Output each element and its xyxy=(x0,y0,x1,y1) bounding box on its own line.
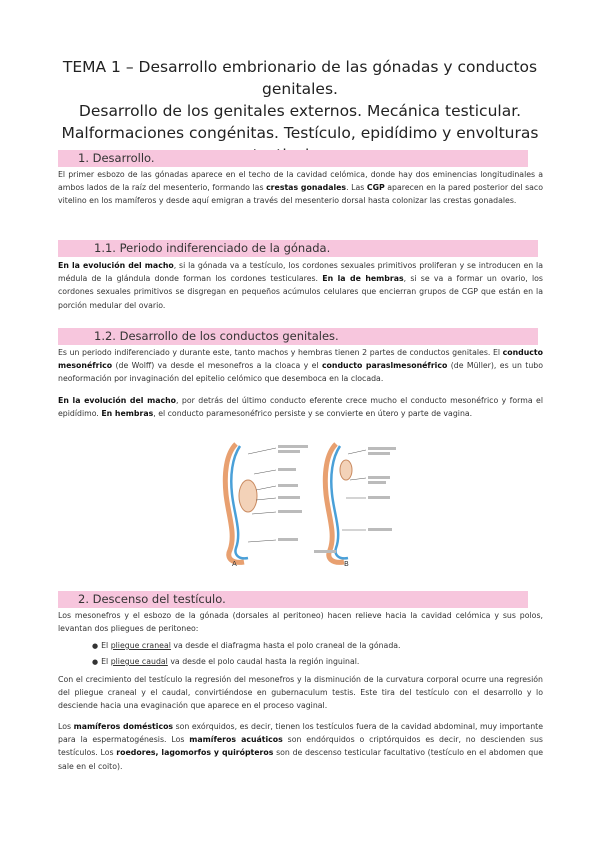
text-run: son de descenso testicular facultativo (testículo en el abdomen que sale en el coito). xyxy=(58,748,543,771)
section-1-1-paragraph xyxy=(58,259,543,312)
text-run: , por detrás del último conducto eferente crece mucho el conducto mesonéfrico y forma el epidídimo. xyxy=(58,396,543,419)
term-conducto-paramesonefrico: conducto paraslmesonéfrico xyxy=(321,361,448,371)
text-run: va desde el polo caudal hasta la región inguinal. xyxy=(167,657,360,666)
figure-label-b: B xyxy=(344,560,349,568)
label-mark xyxy=(278,496,300,499)
section-2-heading-bar xyxy=(58,591,528,608)
label-mark xyxy=(278,538,298,541)
text-run: El primer esbozo de las gónadas aparece en el techo de la cavidad celómica, donde hay dos eminencias longitudinales a ambos lados de la raíz del mesenterio, formando las xyxy=(58,170,543,193)
gonad-b xyxy=(340,460,352,480)
label-mark xyxy=(278,445,308,448)
text-run: El xyxy=(101,657,111,666)
section-1-2-paragraph-2 xyxy=(58,394,543,420)
section-1-2-heading-bar xyxy=(58,328,538,345)
list-item-pliegue-craneal xyxy=(92,639,401,653)
label-mark xyxy=(278,450,300,453)
text-run: (de Müller), es un tubo neoformación por invaginación del epitelio celómico que desemboca en la clocada. xyxy=(58,361,543,384)
section-1-paragraph xyxy=(58,168,543,208)
label-mark xyxy=(368,481,386,484)
title-line-2: Desarrollo de los genitales externos. Mecánica testicular. xyxy=(78,102,522,120)
title-line-1: TEMA 1 – Desarrollo embrionario de las gónadas y conductos genitales. xyxy=(62,58,538,98)
bullet-icon: ● xyxy=(92,642,99,650)
term-pliegue-craneal: pliegue craneal xyxy=(110,641,171,650)
text-run: son exórquidos, es decir, tienen los testículos fuera de la cavidad abdominal, muy importante para la espermatogénesis. Los xyxy=(58,722,543,745)
text-run: El xyxy=(101,641,111,650)
title-line-3: Malformaciones congénitas. Testículo, epidídimo y envolturas xyxy=(61,124,539,142)
text-run: (de Wolff) va desde el mesonefros a la cloaca y el xyxy=(112,361,322,371)
embryo-ducts-figure xyxy=(196,434,402,570)
term-evolucion-macho: En la evolución del macho xyxy=(58,396,177,405)
label-mark xyxy=(368,528,392,531)
section-2-heading: 2. Descenso del testículo. xyxy=(78,592,226,606)
text-run: , si la gónada va a testículo, los cordones sexuales primitivos proliferan y se introducen en la médula de la glándula donde forman los cordones testiculares. xyxy=(58,261,544,284)
text-run: son endórquidos o criptórquidos es decir, no descienden sus testículos. Los xyxy=(58,735,543,758)
text-run: , el conducto paramesonéfrico persiste y se convierte en útero y parte de vagina. xyxy=(153,409,473,419)
section-1-2-heading: 1.2. Desarrollo de los conductos genitales. xyxy=(94,329,339,343)
term-en-hembras: En hembras xyxy=(101,409,154,419)
label-mark xyxy=(368,447,396,450)
section-1-2-paragraph-1 xyxy=(58,346,543,386)
term-conducto-mesonefrico: conducto mesonéfrico xyxy=(58,348,543,371)
term-roedores: roedores, lagomorfos y quirópteros xyxy=(116,748,274,758)
term-mamiferos-domesticos: mamíferos domésticos xyxy=(73,722,174,731)
term-mamiferos-acuaticos: mamíferos acuáticos xyxy=(189,735,283,745)
list-item-pliegue-caudal xyxy=(92,655,359,669)
term-hembras: En la de hembras xyxy=(322,274,404,284)
text-run: . Las xyxy=(346,183,367,193)
text-run: va desde el diafragma hasta el polo craneal de la gónada. xyxy=(170,641,401,650)
term-cgp: CGP xyxy=(366,183,385,193)
term-pliegue-caudal: pliegue caudal xyxy=(110,657,168,666)
term-crestas-gonadales: crestas gonadales xyxy=(266,183,347,193)
bullet-icon: ● xyxy=(92,658,99,666)
gonad-a xyxy=(239,480,257,512)
term-evolucion-macho: En la evolución del macho xyxy=(58,261,174,270)
figure-label-a: A xyxy=(232,560,237,568)
label-mark xyxy=(278,468,296,471)
section-2-paragraph-2: Con el crecimiento del testículo la regresión del mesonefros y la disminución de la curvatura corporal ocurre una regresión del pliegue craneal y el caudal, convirtiéndose en gubernaculum testis. Este tira del testículo con el desarrollo y lo desciende hacia una evaginación que aparece en el proceso vaginal. xyxy=(58,675,543,711)
text-run: aparecen en la pared posterior del saco vitelino en los mamíferos y desde aquí emigran a través del mesenterio dorsal hasta colonizar las crestas gonadales. xyxy=(58,183,543,206)
label-mark xyxy=(368,476,390,479)
section-2-paragraph-1: Los mesonefros y el esbozo de la gónada (dorsales al peritoneo) hacen relieve hacia la cavidad celómica y sus polos, levantan dos pliegues de peritoneo: xyxy=(58,611,543,634)
text-run: Los xyxy=(58,722,74,731)
section-1-1-heading-bar xyxy=(58,240,538,257)
text-run: , si se va a formar un ovario, los cordones sexuales primitivos se disgregan en pequeños acúmulos celulares que encierran grupos de CGP que están en la porción medular del ovario. xyxy=(58,274,543,310)
label-mark xyxy=(278,510,302,513)
label-mark xyxy=(314,550,336,553)
text-run: Es un periodo indiferenciado y durante este, tanto machos y hembras tienen 2 partes de conductos genitales. El xyxy=(58,348,503,357)
label-mark xyxy=(278,484,298,487)
section-1-1-heading: 1.1. Periodo indiferenciado de la gónada. xyxy=(94,241,331,255)
section-1-heading-bar xyxy=(58,150,528,167)
section-1-heading: 1. Desarrollo. xyxy=(78,151,155,165)
label-mark xyxy=(368,496,390,499)
label-mark xyxy=(368,452,390,455)
section-2-paragraph-3 xyxy=(58,720,543,773)
